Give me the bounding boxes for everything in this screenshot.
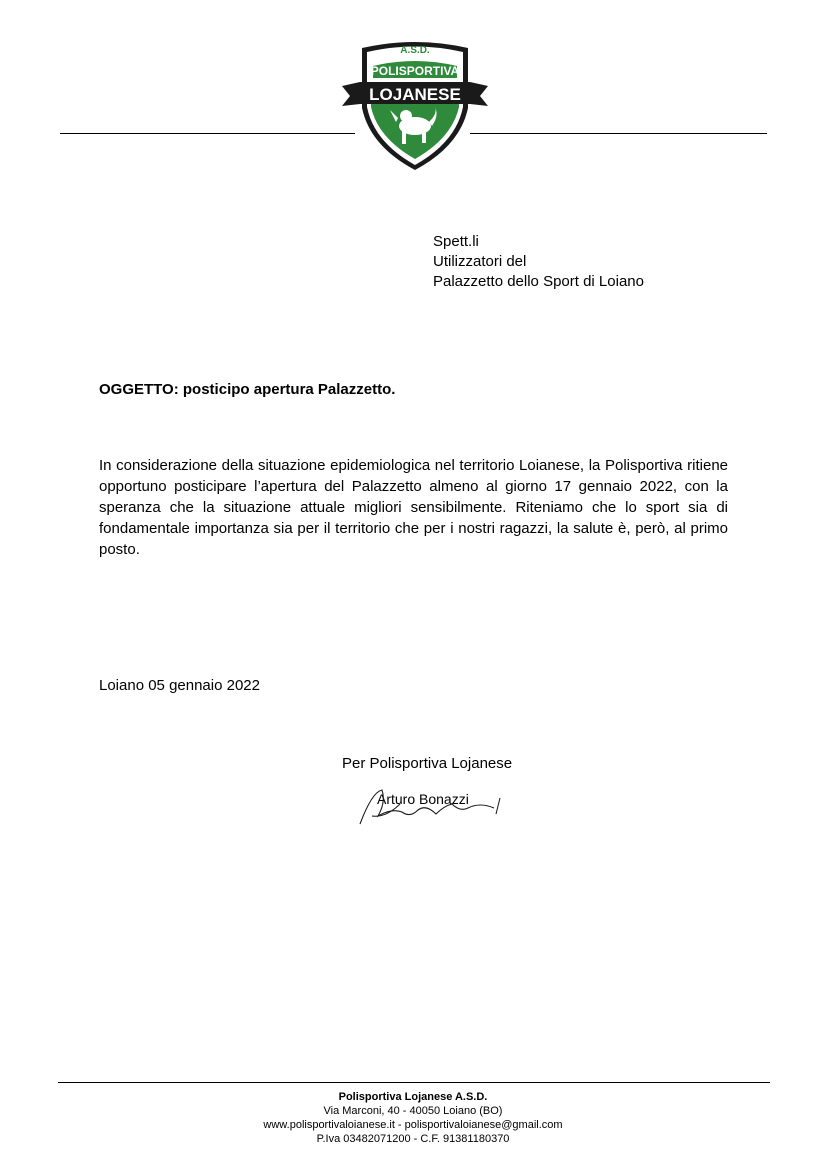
handwritten-signature <box>356 782 506 832</box>
letter-subject: OGGETTO: posticipo apertura Palazzetto. <box>99 381 396 398</box>
club-logo <box>340 38 490 172</box>
header-rule-left <box>60 133 355 134</box>
header-rule-right <box>470 133 767 134</box>
signature-name: Arturo Bonazzi <box>377 791 469 807</box>
logo-line-asd: A.S.D. <box>400 45 430 56</box>
recipient-line: Palazzetto dello Sport di Loiano <box>433 273 644 290</box>
letter-footer <box>0 1090 826 1146</box>
recipient-block <box>433 232 644 292</box>
place-and-date: Loiano 05 gennaio 2022 <box>99 677 260 694</box>
recipient-line: Utilizzatori del <box>433 253 527 270</box>
footer-tax-ids: P.Iva 03482071200 - C.F. 91381180370 <box>316 1133 510 1145</box>
signoff-line: Per Polisportiva Lojanese <box>342 755 513 772</box>
logo-line-lojanese: LOJANESE <box>369 85 461 104</box>
logo-line-polisportiva: POLISPORTIVA <box>370 64 460 78</box>
footer-organization: Polisportiva Lojanese A.S.D. <box>338 1091 488 1103</box>
recipient-line: Spett.li <box>433 233 479 250</box>
footer-web-email: www.polisportivaloianese.it - polisportivaloianese@gmail.com <box>263 1119 563 1131</box>
body-paragraph: In considerazione della situazione epidemiologica nel territorio Loianese, la Polisportiva ritiene opportuno posticipare l’apertura del Palazzetto almeno al giorno 17 gennaio 2022, con la speranza che la situazione attuale migliori sensibilmente. Riteniamo che lo sport sia di fondamentale importanza sia per il territorio che per i nostri ragazzi, la salute è, però, al primo posto. <box>99 457 728 558</box>
footer-rule <box>58 1082 770 1083</box>
signature-block <box>356 782 506 832</box>
footer-address: Via Marconi, 40 - 40050 Loiano (BO) <box>323 1105 503 1117</box>
letter-body <box>99 455 728 560</box>
